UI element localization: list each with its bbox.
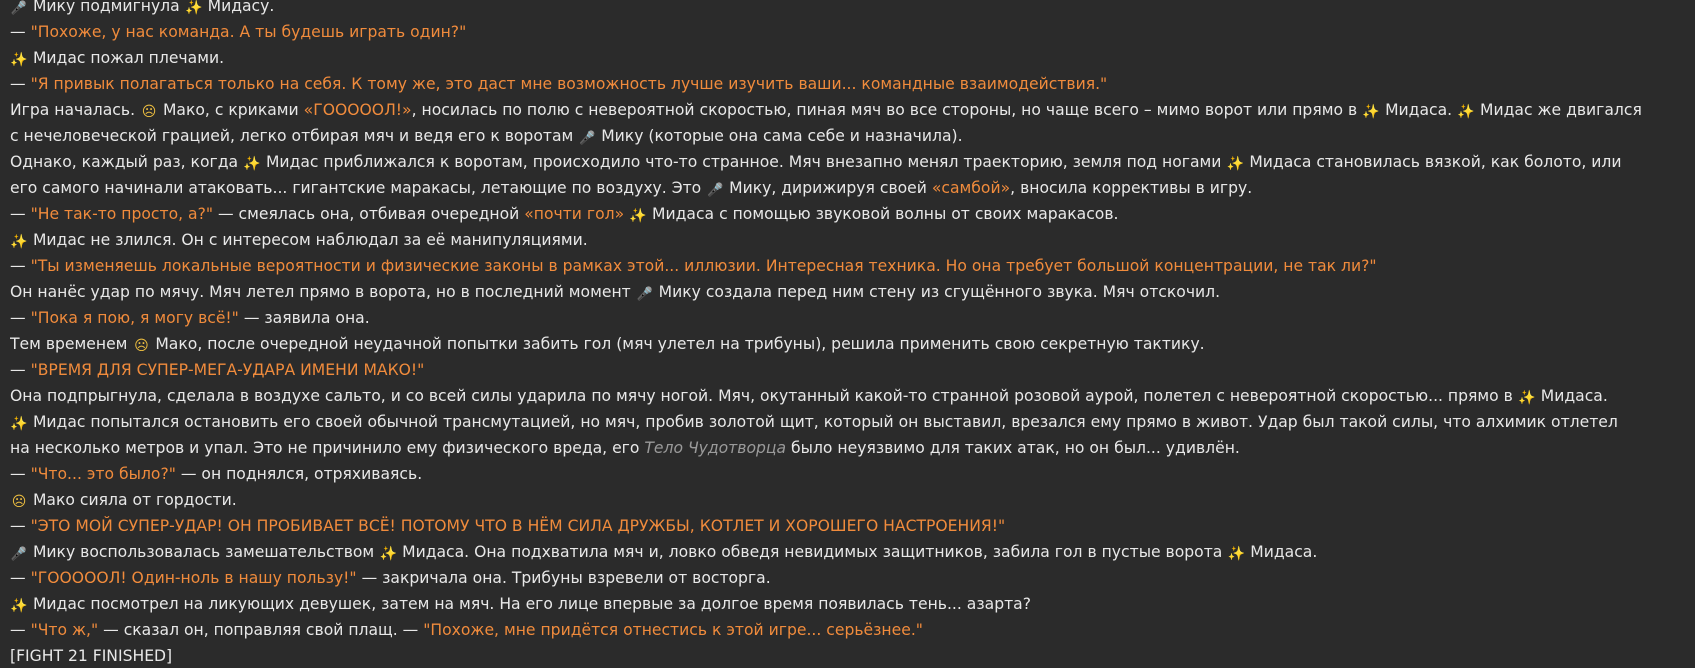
message-line (10, 123, 1687, 149)
quote-text: «почти гол» (524, 205, 625, 223)
sparkles-icon: ✨ (1227, 546, 1246, 562)
message-line (10, 435, 1687, 461)
message-line (10, 19, 1687, 45)
narration-text: Мидас приближался к воротам, происходило что-то странное. Мяч внезапно менял траекторию, земля под ногами (261, 153, 1227, 171)
narration-text: Мидаса. Она подхватила мяч и, ловко обведя невидимых защитников, забила гол в пустые ворота (397, 543, 1228, 561)
narration-text: — (10, 517, 31, 535)
narration-text: Мидас не злился. Он с интересом наблюдал за её манипуляциями. (28, 231, 588, 249)
narration-text: Игра началась. (10, 101, 140, 119)
narration-text: Мидаса. (1380, 101, 1458, 119)
narration-text: Мидас пожал плечами. (28, 49, 225, 67)
narration-text: — (10, 23, 31, 41)
sparkles-icon: ✨ (1518, 390, 1536, 406)
narration-text: Мику подмигнула (28, 0, 185, 15)
sparkles-icon: ✨ (10, 234, 28, 250)
sparkles-icon: ✨ (10, 52, 28, 68)
narration-text: — он поднялся, отряхиваясь. (175, 465, 423, 483)
narration-text: было неуязвимо для таких атак, но он был... удивлён. (786, 439, 1240, 457)
narration-text: , вносила коррективы в игру. (1010, 179, 1253, 197)
quote-text: "Похоже, у нас команда. А ты будешь играть один?" (30, 23, 467, 41)
narration-text: — (10, 569, 31, 587)
narration-text: Мако сияла от гордости. (28, 491, 237, 509)
message-line (10, 591, 1687, 617)
quote-text: "Я привык полагаться только на себя. К тому же, это даст мне возможность лучше изучить ваши... командные взаимодействия." (30, 75, 1108, 93)
narration-text: Мидаса. (1535, 387, 1608, 405)
quote-text: "ГОООООЛ! Один-ноль в нашу пользу!" (30, 569, 357, 587)
message-line (10, 201, 1687, 227)
message-line (10, 383, 1687, 409)
message-line (10, 305, 1687, 331)
message-line (10, 45, 1687, 71)
message-line (10, 539, 1687, 565)
narration-text: Мако, после очередной неудачной попытки забить гол (мяч улетел на трибуны), решила применить свою секретную тактику. (150, 335, 1205, 353)
narration-text: — заявила она. (238, 309, 370, 327)
narration-text: — (10, 361, 31, 379)
ability-name: Тело Чудотворца (644, 439, 787, 457)
narration-text: с нечеловеческой грацией, легко отбирая мяч и ведя его к воротам (10, 127, 579, 145)
sparkles-icon: ✨ (243, 156, 261, 172)
message-line (10, 643, 1687, 668)
sparkles-icon: ✨ (379, 546, 397, 562)
sparkles-icon: ✨ (629, 208, 647, 224)
narration-text: — (10, 465, 31, 483)
quote-text: «ГОООООЛ!» (303, 101, 412, 119)
message-line (10, 487, 1687, 513)
quote-text: "ВРЕМЯ ДЛЯ СУПЕР-МЕГА-УДАРА ИМЕНИ МАКО!" (30, 361, 425, 379)
narration-text: на несколько метров и упал. Это не причинило ему физического вреда, его (10, 439, 645, 457)
narration-text: — (10, 309, 31, 327)
narration-text: Он нанёс удар по мячу. Мяч летел прямо в ворота, но в последний момент (10, 283, 636, 301)
message-line (10, 617, 1687, 643)
microphone-icon: 🎤 (579, 131, 596, 146)
narration-text: Мидас же двигался (1475, 101, 1642, 119)
narration-text: Мидасу. (202, 0, 275, 15)
mako-face-icon: ☹ (141, 104, 157, 120)
narration-text: , носилась по полю с невероятной скоростью, пиная мяч во все стороны, но чаще всего – мимо ворот или прямо в (411, 101, 1363, 119)
sparkles-icon: ✨ (184, 0, 203, 16)
narration-text: — сказал он, поправляя свой плащ. — (98, 621, 424, 639)
narration-text: Мако, с криками (158, 101, 304, 119)
narration-text: — закричала она. Трибуны взревели от восторга. (356, 569, 771, 587)
microphone-icon: 🎤 (636, 287, 653, 302)
narration-text: Мидас попытался остановить его своей обычной трансмутацией, но мяч, пробив золотой щит, который он выставил, врезался ему прямо в живот. Удар был такой силы, что алхимик отлетел (28, 413, 1618, 431)
narration-text: Мидаса с помощью звуковой волны от своих маракасов. (647, 205, 1119, 223)
microphone-icon: 🎤 (10, 547, 28, 562)
narration-text: Мику (которые она сама себе и назначила). (596, 127, 963, 145)
narration-text: Мику создала перед ним стену из сгущённого звука. Мяч отскочил. (653, 283, 1221, 301)
quote-text: "Ты изменяешь локальные вероятности и физические законы в рамках этой... иллюзии. Интересная техника. Но она требует большой концентрации, не так ли?" (30, 257, 1377, 275)
narration-text: Она подпрыгнула, сделала в воздухе сальто, и со всей силы ударила по мячу ногой. Мяч, окутанный какой-то странной розовой аурой, полетел с невероятной скоростью... прямо в (10, 387, 1518, 405)
message-line (10, 357, 1687, 383)
message-line (10, 71, 1687, 97)
narration-text: [FIGHT 21 FINISHED] (10, 647, 173, 665)
narration-text: — (10, 75, 31, 93)
mako-face-icon: ☹ (134, 338, 149, 354)
quote-text: "Что... это было?" (30, 465, 176, 483)
sparkles-icon: ✨ (1226, 156, 1245, 172)
mako-face-icon: ☹ (11, 494, 27, 510)
sparkles-icon: ✨ (1457, 104, 1475, 120)
narration-text: Мику воспользовалась замешательством (28, 543, 380, 561)
sparkles-icon: ✨ (10, 598, 28, 614)
quote-text: "ЭТО МОЙ СУПЕР-УДАР! ОН ПРОБИВАЕТ ВСЁ! ПОТОМУ ЧТО В НЁМ СИЛА ДРУЖБЫ, КОТЛЕТ И ХОРОШЕГО НАСТРОЕНИЯ!" (30, 517, 1006, 535)
narration-text: Однако, каждый раз, когда (10, 153, 243, 171)
quote-text: "Пока я пою, я могу всё!" (30, 309, 239, 327)
microphone-icon: 🎤 (707, 183, 724, 198)
sparkles-icon: ✨ (1362, 104, 1380, 120)
microphone-icon: 🎤 (10, 1, 28, 16)
message-line (10, 227, 1687, 253)
message-line (10, 0, 1687, 19)
quote-text: "Что ж," (30, 621, 99, 639)
narration-text: Тем временем (10, 335, 133, 353)
message-line (10, 331, 1687, 357)
message-line (10, 565, 1687, 591)
message-line (10, 149, 1687, 175)
narration-text: Мику, дирижируя своей (724, 179, 932, 197)
narration-text: — (10, 257, 31, 275)
narration-text: — смеялась она, отбивая очередной (213, 205, 525, 223)
narration-text: — (10, 205, 31, 223)
narration-text: Мидаса становилась вязкой, как болото, или (1244, 153, 1622, 171)
narration-text: Мидаса. (1245, 543, 1318, 561)
message-line (10, 175, 1687, 201)
message-line (10, 97, 1687, 123)
message-line (10, 461, 1687, 487)
quote-text: «самбой» (931, 179, 1011, 197)
narration-text: его самого начинали атаковать... гигантские маракасы, летающие по воздуху. Это (10, 179, 707, 197)
sparkles-icon: ✨ (10, 416, 28, 432)
narration-text: Мидас посмотрел на ликующих девушек, затем на мяч. На его лице впервые за долгое время появилась тень... азарта? (28, 595, 1032, 613)
quote-text: "Похоже, мне придётся отнестись к этой игре... серьёзнее." (423, 621, 923, 639)
message-line (10, 279, 1687, 305)
message-line (10, 409, 1687, 435)
quote-text: "Не так-то просто, а?" (30, 205, 214, 223)
message-line (10, 253, 1687, 279)
message-line (10, 513, 1687, 539)
narration-text: — (10, 621, 31, 639)
